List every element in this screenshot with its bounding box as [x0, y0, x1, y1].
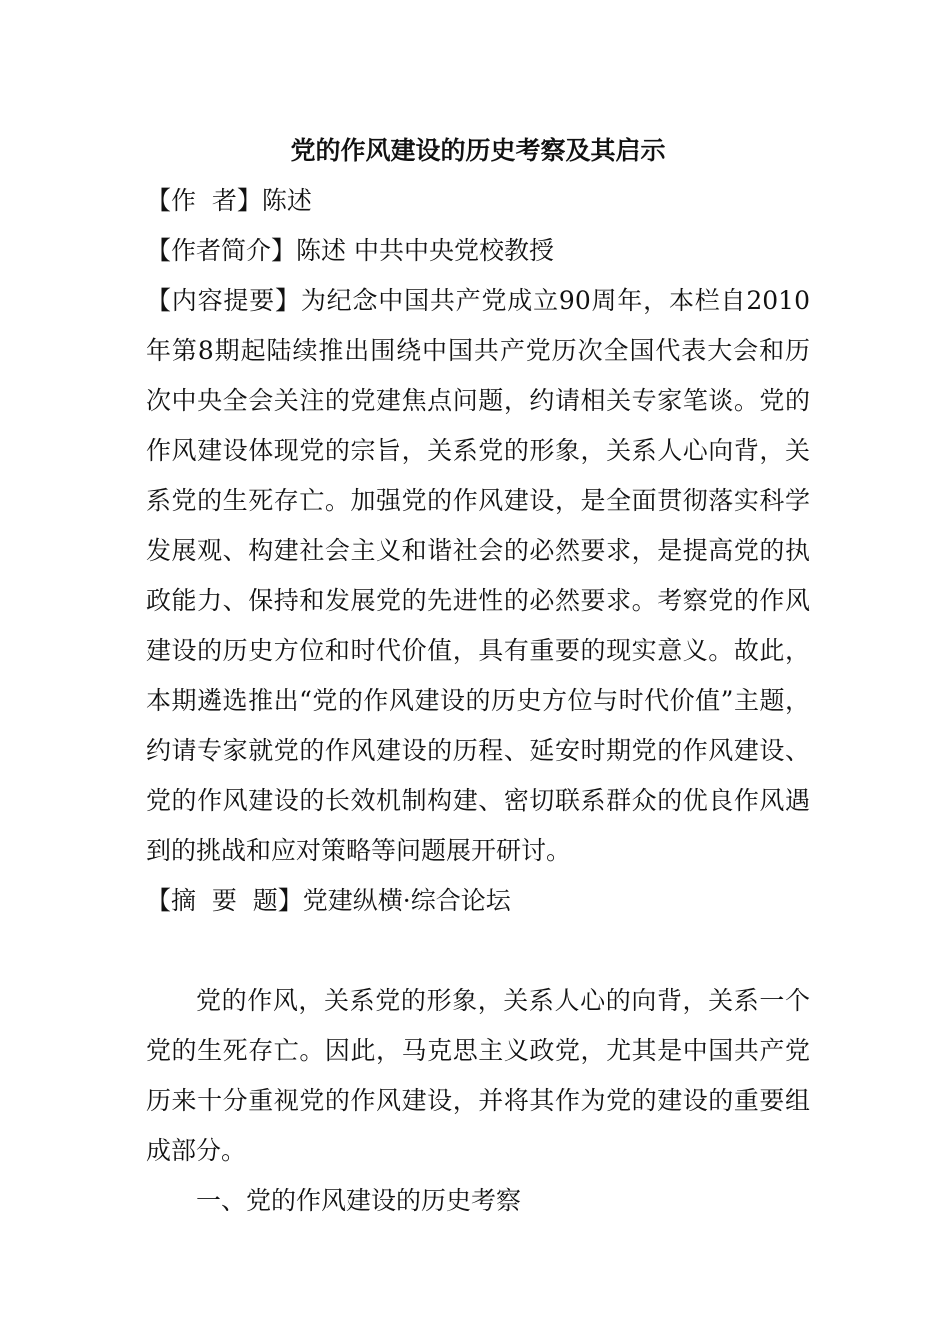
body-paragraph-intro: 党的作风，关系党的形象，关系人心的向背，关系一个党的生死存亡。因此，马克思主义政党，尤其是中国共产党历来十分重视党的作风建设，并将其作为党的建设的重要组成部分。: [146, 986, 810, 1165]
abstract-label: 【内容提要】: [146, 286, 301, 315]
blank-line: [146, 926, 810, 976]
abstract-text: 为纪念中国共产党成立90周年，本栏自2010年第8期起陆续推出围绕中国共产党历次全国代表大会和历次中央全会关注的党建焦点问题，约请相关专家笔谈。党的作风建设体现党的宗旨，关系党的形象，关系人心向背，关系党的生死存亡。加强党的作风建设，是全面贯彻落实科学发展观、构建社会主义和谐社会的必然要求，是提高党的执政能力、保持和发展党的先进性的必然要求。考察党的作风建设的历史方位和时代价值，具有重要的现实意义。故此，本期遴选推出“党的作风建设的历史方位与时代价值”主题，约请专家就党的作风建设的历程、延安时期党的作风建设、党的作风建设的长效机制构建、密切联系群众的优良作风遇到的挑战和应对策略等问题展开研讨。: [146, 286, 810, 865]
author-line: 【作 者】陈述: [146, 186, 312, 215]
document-title: 党的作风建设的历史考察及其启示: [290, 136, 666, 165]
abstract-paragraph: [146, 276, 810, 876]
subject-line: 【摘 要 题】党建纵横·综合论坛: [146, 886, 511, 915]
section-heading-1: 一、党的作风建设的历史考察: [196, 1186, 522, 1215]
document-page: [146, 126, 810, 1226]
author-intro-line: 【作者简介】陈述 中共中央党校教授: [146, 236, 554, 265]
